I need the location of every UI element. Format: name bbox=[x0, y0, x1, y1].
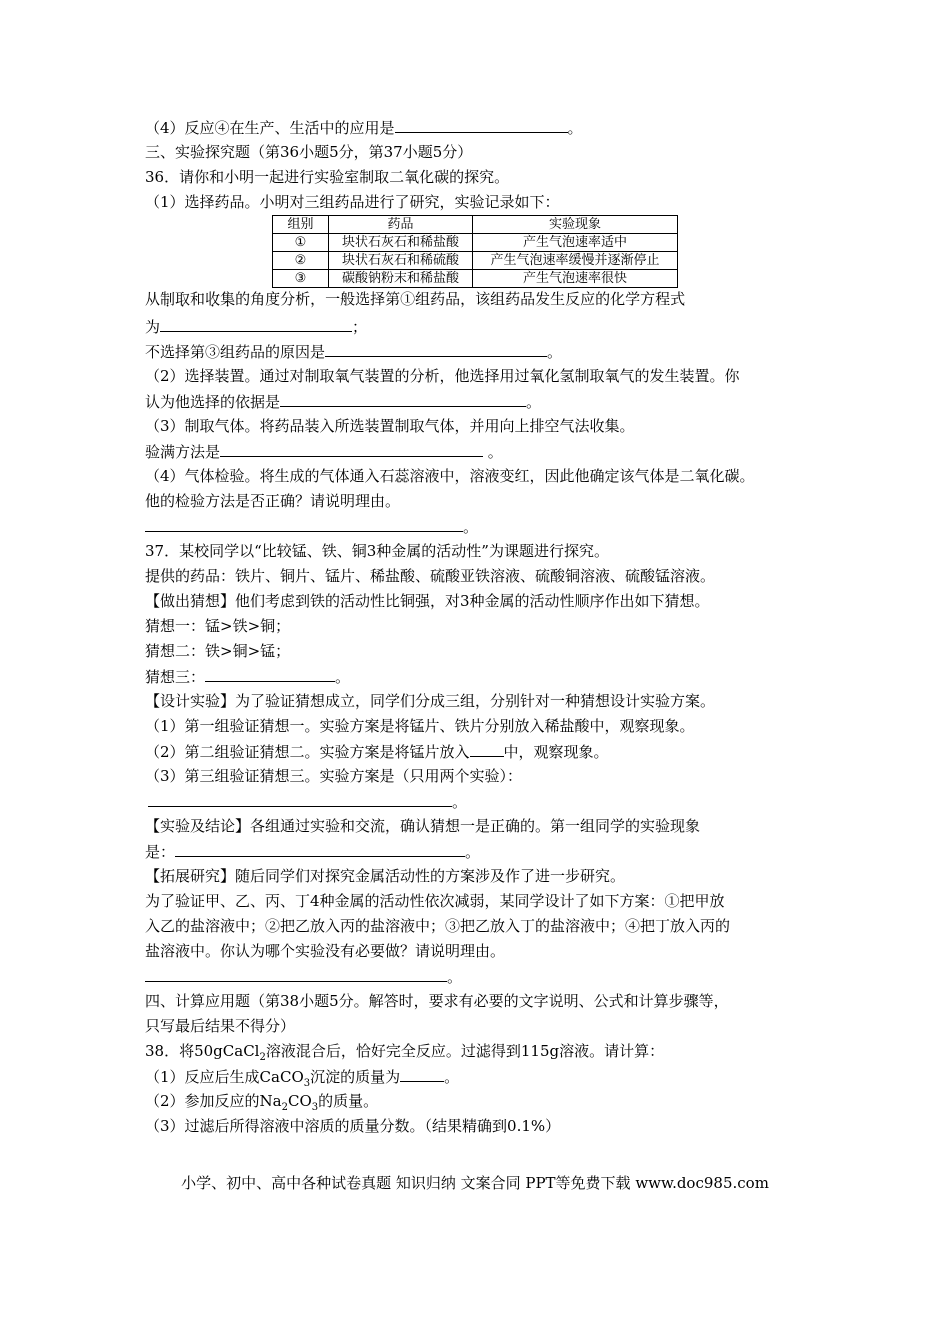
table-cell: 产生气泡速率很快 bbox=[473, 270, 678, 288]
q37-extension-text-2: 入乙的盐溶液中；②把乙放入丙的盐溶液中；③把乙放入丁的盐溶液中；④把丁放入丙的 bbox=[145, 917, 731, 935]
answer-blank[interactable] bbox=[160, 316, 352, 332]
q36-part4: （4）气体检验。将生成的气体通入石蕊溶液中，溶液变红，因此他确定该气体是二氧化碳。 bbox=[145, 467, 755, 485]
q37-reagents: 提供的药品：铁片、铜片、锰片、稀盐酸、硫酸亚铁溶液、硫酸铜溶液、硫酸锰溶液。 bbox=[145, 567, 716, 585]
table-header-cell: 组别 bbox=[273, 216, 329, 234]
question-37: 37．某校同学以“比较锰、铁、铜3种金属的活动性”为课题进行探究。 bbox=[145, 542, 609, 560]
section-heading-4-note: 只写最后结果不得分） bbox=[145, 1017, 296, 1035]
q36-check-full: 验满方法是 。 bbox=[145, 443, 503, 461]
q37-phenomenon: 是： 。 bbox=[145, 843, 481, 861]
answer-blank[interactable] bbox=[395, 117, 568, 133]
table-cell: ① bbox=[273, 234, 329, 252]
q37-extension: 【拓展研究】随后同学们对探究金属活动性的方案涉及作了进一步研究。 bbox=[145, 867, 626, 885]
table-row bbox=[273, 270, 678, 288]
q36-part3: （3）制取气体。将药品装入所选装置制取气体，并用向上排空气法收集。 bbox=[145, 417, 635, 435]
q38-part1: （1）反应后生成CaCO$_3$沉淀的质量为 。 bbox=[145, 1068, 460, 1089]
table-cell: ② bbox=[273, 252, 329, 270]
q37-group-2: （2）第二组验证猜想二。实验方案是将锰片放入 中，观察现象。 bbox=[145, 743, 609, 761]
table-row bbox=[273, 234, 678, 252]
table-header-row bbox=[273, 216, 678, 234]
table-header-cell: 实验现象 bbox=[473, 216, 678, 234]
q36-basis: 认为他选择的依据是 。 bbox=[145, 393, 542, 411]
answer-blank[interactable] bbox=[280, 391, 526, 407]
q37-extension-text-3: 盐溶液中。你认为哪个实验没有必要做？请说明理由。 bbox=[145, 942, 506, 960]
experiment-table bbox=[272, 215, 678, 288]
q38-part3: （3）过滤后所得溶液中溶质的质量分数。（结果精确到0.1%） bbox=[145, 1117, 561, 1135]
table-row bbox=[273, 252, 678, 270]
answer-blank[interactable] bbox=[325, 341, 547, 357]
q36-equation: 为 ； bbox=[145, 318, 368, 336]
table-cell: 产生气泡速率缓慢并逐渐停止 bbox=[473, 252, 678, 270]
table-cell: 碳酸钠粉末和稀盐酸 bbox=[329, 270, 473, 288]
page-footer: 小学、初中、高中各种试卷真题 知识归纳 文案合同 PPT等免费下载 www.doc985.com bbox=[181, 1174, 769, 1192]
q36-part4-answer: 。 bbox=[145, 516, 478, 537]
q38-part2: （2）参加反应的$Na_2CO_3$的质量。 bbox=[145, 1092, 379, 1113]
answer-blank[interactable] bbox=[145, 516, 463, 532]
q37-group-3-answer: 。 bbox=[145, 791, 467, 812]
q37-conclusion: 【实验及结论】各组通过实验和交流，确认猜想一是正确的。第一组同学的实验现象 bbox=[145, 817, 701, 835]
table-cell: ③ bbox=[273, 270, 329, 288]
q35-part4: （4）反应④在生产、生活中的应用是 。 bbox=[145, 119, 583, 137]
answer-blank[interactable] bbox=[470, 741, 504, 757]
table-cell: 块状石灰石和稀硫酸 bbox=[329, 252, 473, 270]
q37-design: 【设计实验】为了验证猜想成立，同学们分成三组，分别针对一种猜想设计实验方案。 bbox=[145, 692, 716, 710]
question-36: 36．请你和小明一起进行实验室制取二氧化碳的探究。 bbox=[145, 168, 510, 186]
q37-guess-3: 猜想三： 。 bbox=[145, 668, 351, 686]
answer-blank[interactable] bbox=[145, 966, 447, 982]
answer-blank[interactable] bbox=[400, 1066, 444, 1082]
q37-extension-answer: 。 bbox=[145, 966, 462, 987]
answer-blank[interactable] bbox=[205, 666, 335, 682]
q36-part1: （1）选择药品。小明对三组药品进行了研究，实验记录如下： bbox=[145, 193, 560, 211]
q36-reason: 不选择第③组药品的原因是 。 bbox=[145, 343, 563, 361]
section-heading-4: 四、计算应用题（第38小题5分。解答时，要求有必要的文字说明、公式和计算步骤等， bbox=[145, 992, 729, 1010]
q36-part4-question: 他的检验方法是否正确？请说明理由。 bbox=[145, 492, 401, 510]
table-cell: 块状石灰石和稀盐酸 bbox=[329, 234, 473, 252]
q37-extension-text-1: 为了验证甲、乙、丙、丁4种金属的活动性依次减弱，某同学设计了如下方案：①把甲放 bbox=[145, 892, 725, 910]
question-38: 38．将50gCaCl$_2$溶液混合后，恰好完全反应。过滤得到115g溶液。请计算： bbox=[145, 1042, 665, 1063]
q37-hypothesis: 【做出猜想】他们考虑到铁的活动性比铜强，对3种金属的活动性顺序作出如下猜想。 bbox=[145, 592, 710, 610]
answer-blank[interactable] bbox=[148, 791, 452, 807]
q36-part2: （2）选择装置。通过对制取氧气装置的分析，他选择用过氧化氢制取氧气的发生装置。你 bbox=[145, 367, 740, 385]
q36-analysis: 从制取和收集的角度分析，一般选择第①组药品，该组药品发生反应的化学方程式 bbox=[145, 290, 686, 308]
answer-blank[interactable] bbox=[175, 841, 465, 857]
table-header-cell: 药品 bbox=[329, 216, 473, 234]
section-heading-3: 三、实验探究题（第36小题5分，第37小题5分） bbox=[145, 143, 473, 161]
q37-guess-2: 猜想二：铁>铜>锰； bbox=[145, 642, 291, 660]
table-cell: 产生气泡速率适中 bbox=[473, 234, 678, 252]
q37-group-3: （3）第三组验证猜想三。实验方案是（只用两个实验）： bbox=[145, 767, 523, 785]
q37-group-1: （1）第一组验证猜想一。实验方案是将锰片、铁片分别放入稀盐酸中，观察现象。 bbox=[145, 717, 695, 735]
q37-guess-1: 猜想一：锰>铁>铜； bbox=[145, 617, 291, 635]
answer-blank[interactable] bbox=[220, 441, 483, 457]
